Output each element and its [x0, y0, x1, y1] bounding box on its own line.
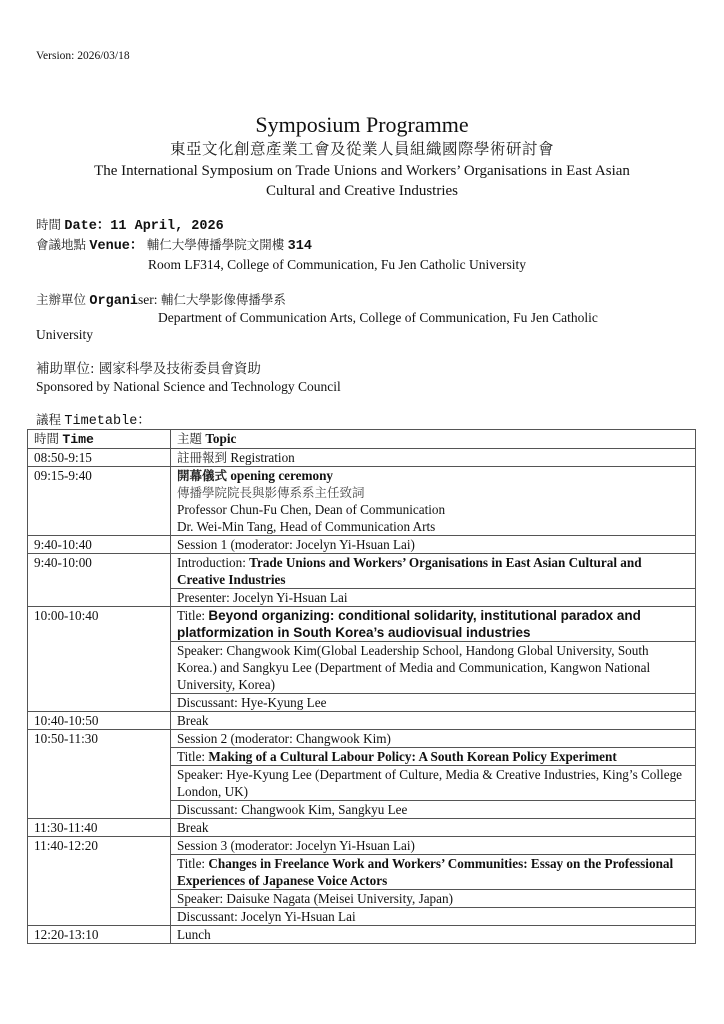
header-topic	[171, 430, 696, 449]
venue-label-zh: 會議地點	[36, 237, 87, 252]
talk-title: Changes in Freelance Work and Workers’ Communities: Essay on the Professional Experiences of Japanese Voice Actors	[177, 856, 674, 888]
title-cell	[171, 748, 696, 766]
table-row	[28, 712, 696, 730]
title-prefix: Introduction:	[177, 555, 250, 570]
symposium-full-title	[0, 161, 724, 201]
session-cell: Session 2 (moderator: Changwook Kim)	[171, 730, 696, 748]
discussant-cell: Discussant: Changwook Kim, Sangkyu Lee	[171, 801, 696, 819]
venue-room: 314	[287, 239, 312, 254]
organiser-label-zh: 主辦單位	[36, 292, 87, 307]
version-label: Version: 2026/03/18	[36, 50, 130, 62]
date-line	[36, 216, 224, 236]
table-row	[28, 819, 696, 837]
opening-en: opening ceremony	[230, 468, 333, 483]
break-cell: Break	[171, 819, 696, 837]
lunch-cell: Lunch	[171, 926, 696, 944]
title-prefix: Title:	[177, 749, 209, 764]
sponsor-zh: 補助單位: 國家科學及技術委員會資助	[36, 361, 261, 377]
session-cell: Session 1 (moderator: Jocelyn Yi-Hsuan Lai)	[171, 536, 696, 554]
table-row	[28, 536, 696, 554]
timetable	[27, 429, 696, 944]
presenter-cell: Presenter: Jocelyn Yi-Hsuan Lai	[171, 589, 696, 607]
date-value: 11 April, 2026	[110, 219, 224, 234]
timetable-label	[36, 411, 151, 431]
page-title: Symposium Programme	[255, 112, 469, 137]
opening-speaker-1: Professor Chun-Fu Chen, Dean of Communication	[177, 502, 446, 517]
talk-title: Trade Unions and Workers’ Organisations in East Asian Cultural and Creative Industries	[177, 555, 642, 587]
time-cell: 9:40-10:00	[28, 554, 171, 607]
symposium-title-line-2: Cultural and Creative Industries	[265, 183, 459, 199]
table-row	[28, 926, 696, 944]
venue-label: Venue：	[89, 239, 144, 254]
speaker-cell: Speaker: Hye-Kyung Lee (Department of Culture, Media & Creative Industries, King’s College London, UK)	[171, 766, 696, 801]
organiser-english-line-1: Department of Communication Arts, College of Communication, Fu Jen Catholic	[158, 310, 598, 325]
discussant-cell: Discussant: Jocelyn Yi-Hsuan Lai	[171, 908, 696, 926]
venue-value-zh: 輔仁大學傳播學院文開樓	[146, 237, 285, 252]
header-topic-en: Topic	[205, 431, 237, 446]
time-cell: 10:50-11:30	[28, 730, 171, 819]
registration-zh: 註冊報到	[177, 450, 228, 465]
organiser-line	[36, 291, 286, 311]
table-row	[28, 837, 696, 855]
table-row	[28, 607, 696, 642]
page-title-chinese: 東亞文化創意產業工會及從業人員組織國際學術研討會	[169, 140, 554, 158]
table-row	[28, 449, 696, 467]
sponsor-english: Sponsored by National Science and Technology Council	[36, 379, 341, 394]
organiser-value-zh: 輔仁大學影像傳播學系	[160, 292, 286, 307]
header-topic-zh: 主題	[177, 431, 203, 446]
topic-cell	[171, 449, 696, 467]
header-time-en: Time	[62, 432, 94, 447]
table-row	[28, 467, 696, 536]
time-cell: 9:40-10:40	[28, 536, 171, 554]
time-cell: 09:15-9:40	[28, 467, 171, 536]
symposium-title-line-1: The International Symposium on Trade Unions and Workers’ Organisations in East Asian	[94, 163, 630, 179]
title-prefix: Title:	[177, 608, 209, 623]
date-label: Date：	[64, 219, 111, 234]
table-row	[28, 554, 696, 589]
venue-line	[36, 236, 312, 256]
registration-en: Registration	[230, 450, 295, 465]
organiser-label-a: Organi	[89, 294, 138, 309]
discussant-cell: Discussant: Hye-Kyung Lee	[171, 694, 696, 712]
break-cell: Break	[171, 712, 696, 730]
time-cell: 11:40-12:20	[28, 837, 171, 926]
speaker-cell: Speaker: Daisuke Nagata (Meisei University, Japan)	[171, 890, 696, 908]
header-time-zh: 時間	[34, 431, 60, 446]
title-prefix: Title:	[177, 856, 209, 871]
opening-speech-zh: 傳播學院院長與影傳系系主任致詞	[177, 485, 365, 500]
time-cell: 12:20-13:10	[28, 926, 171, 944]
date-label-zh: 時間	[36, 217, 62, 232]
table-row	[28, 730, 696, 748]
talk-title: Making of a Cultural Labour Policy: A South Korean Policy Experiment	[208, 749, 617, 764]
topic-cell	[171, 467, 696, 536]
time-cell: 10:00-10:40	[28, 607, 171, 712]
title-cell	[171, 855, 696, 890]
timetable-label-en: Timetable：	[64, 414, 151, 429]
opening-speaker-2: Dr. Wei-Min Tang, Head of Communication Arts	[177, 519, 436, 534]
timetable-label-zh: 議程	[36, 412, 62, 427]
time-cell: 10:40-10:50	[28, 712, 171, 730]
title-cell	[171, 554, 696, 589]
time-cell: 08:50-9:15	[28, 449, 171, 467]
header-time	[28, 430, 171, 449]
session-cell: Session 3 (moderator: Jocelyn Yi-Hsuan Lai)	[171, 837, 696, 855]
organiser-english-line-2: University	[36, 327, 93, 342]
title-cell	[171, 607, 696, 642]
opening-zh: 開幕儀式	[177, 468, 228, 483]
timetable-header-row	[28, 430, 696, 449]
organiser-label-b: ser:	[138, 292, 158, 307]
talk-title: Beyond organizing: conditional solidarity, institutional paradox and platformization in South Korea’s audiovisual industries	[177, 608, 641, 640]
time-cell: 11:30-11:40	[28, 819, 171, 837]
venue-english: Room LF314, College of Communication, Fu Jen Catholic University	[148, 257, 526, 272]
speaker-cell: Speaker: Changwook Kim(Global Leadership School, Handong Global University, South Korea.) and Sangkyu Lee (Department of Media and Communication, Kangwon National University, Korea)	[171, 642, 696, 694]
